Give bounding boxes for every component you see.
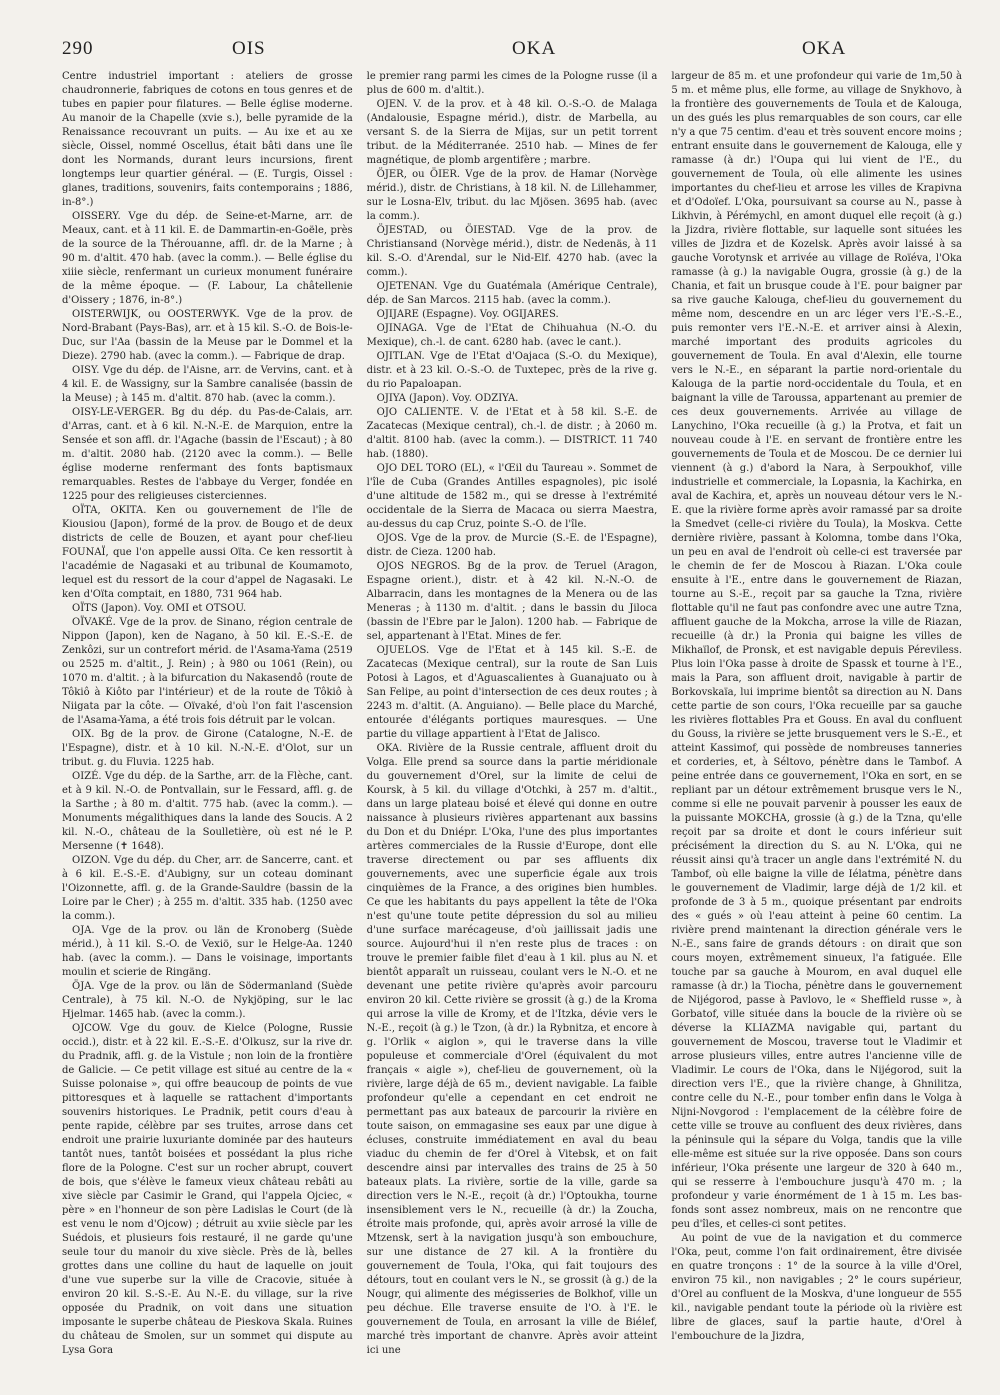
dictionary-entry: OJEN. V. de la prov. et à 48 kil. O.-S.-O. de Malaga (Andalousie, Espagne mérid.), distr. de Marbella, au versant S. de la Sierra de Mijas, sur un petit torrent tribut. de la Méditerranée. 2510 hab. — Mines de fer magnétique, de plomb argentifère ; marbre. — [366, 99, 661, 166]
dictionary-entry: le premier rang parmi les cimes de la Pologne russe (il a plus de 600 m. d'altit.). — [366, 71, 661, 96]
dictionary-entry: OJINAGA. Vge de l'Etat de Chihuahua (N.-O. du Mexique), ch.-l. de cant. 6280 hab. (avec le cant.). — [366, 323, 661, 348]
dictionary-entry: OÏTS (Japon). Voy. OMI et OTSOU. — [72, 603, 247, 614]
page-header — [0, 38, 1000, 68]
dictionary-entry: OISY. Vge du dép. de l'Aisne, arr. de Vervins, cant. et à 4 kil. E. de Wassigny, sur la Sambre canalisée (bassin de la Meuse) ; à 145 m. d'altit. 870 hab. (avec la comm.). — [62, 365, 356, 404]
dictionary-entry: OJOS NEGROS. Bg de la prov. de Teruel (Aragon, Espagne orient.), distr. et à 42 kil. N.-N.-O. de Albarracin, dans les montagnes de la Menera ou de las Meneras ; à 1130 m. d'altit. ; dans le bassin du Jiloca (bassin de l'Ebre par le Jalon). 1200 hab. — Fabrique de sel, appartenant à l'Etat. Mines de fer. — [366, 561, 661, 642]
dictionary-entry: OJO DEL TORO (EL), « l'Œil du Taureau ». Sommet de l'île de Cuba (Grandes Antilles espagnoles), pic isolé d'une altitude de 1582 m., qui se dresse à l'extrémité occidentale de la Sierra de Macaca ou sierra Maestra, au-dessus du cap Cruz, pointe S.-O. de l'île. — [366, 463, 661, 530]
dictionary-entry: OISY-LE-VERGER. Bg du dép. du Pas-de-Calais, arr. d'Arras, cant. et à 6 kil. N.-N.-E. de Marquion, entre la Sensée et son affl. dr. l'Agache (bassin de l'Escaut) ; à 80 m. d'altit. 2080 hab. (2120 avec la comm.). — Belle église moderne renfermant des fonts baptismaux remarquables. Restes de l'abbaye du Verger, fondée en 1225 pour des religieuses cisterciennes. — [62, 407, 356, 502]
dictionary-entry: OJIJARE (Espagne). Voy. OGIJARES. — [376, 309, 559, 320]
column-middle — [366, 70, 661, 1380]
dictionary-entry: largeur de 85 m. et une profondeur qui varie de 1m,50 à 5 m. et même plus, elle forme, au village de Snykhovo, à la frontière des gouvernements de Toula et de Kalouga, un des gués les plus remarquables de son cours, car elle n'y a que 75 centim. d'eau et très souvent encore moins ; entrant ensuite dans le gouvernement de Kalouga, elle y ramasse (à dr.) l'Oupa qui lui vient de l'E., du gouvernement de Toula, où elle alimente les usines importantes du chef-lieu et arrose les villes de Krapivna et d'Odoïef. L'Oka, poursuivant sa course au N., passe à Likhvin, à Pérémychl, en amont duquel elle reçoit (à g.) la Jizdra, rivière flottable, sur laquelle sont situées les villes de Jizdra et de Kozelsk. Après avoir laissé à sa gauche Vorotynsk et arrivée au village de Roïéva, l'Oka ramasse (à g.) la navigable Ougra, grossie (à g.) de la Chania, et fait un brusque coude à l'E. pour baigner par sa rive gauche Kalouga, chef-lieu du gouvernement du même nom, descendre en un arc léger vers l'E.-S.-E., puis remonter vers l'E.-N.-E. et arriver ainsi à Alexin, marché important des produits agricoles du gouvernement de Toula. En aval d'Alexin, elle tourne vers le N.-E., en séparant la partie nord-orientale du Kalouga de la partie nord-occidentale du Toula, et en baignant la ville de Taroussa, appartenant au premier de ces deux gouvernements. Arrivée au village de Lanychino, l'Oka recueille (à g.) la Protva, et fait un nouveau coude à l'E. en servant de frontière entre les gouvernements de Toula et de Moscou. De ce dernier lui viennent (à g.) d'abord la Nara, à Serpoukhof, ville industrielle et commerciale, la Lopasnia, la Kachirka, en aval de Kachira, et, après un nouveau détour vers le N.-E. que la rivière forme après avoir ramassé par sa droite la Smedvet (celle-ci rivière du Toula), la Moskva. Cette dernière rivière, passant à Kolomna, tombe dans l'Oka, un peu en aval de l'endroit où celle-ci est traversée par le chemin de fer de Moscou à Riazan. L'Oka coule ensuite à l'E., entre dans le gouvernement de Riazan, tourne au S.-E., reçoit par sa gauche la Tzna, rivière flottable qu'il ne faut pas confondre avec une autre Tzna, affluent gauche de la Mokcha, arrose la ville de Riazan, recueille (à dr.) la Pronia qui baigne les villes de Mikhaïlof, de Pronsk, et est navigable depuis Péreviless. Plus loin l'Oka passe à droite de Spassk et tourne à l'E., mais la Para, son affluent droit, navigable à partir de Borkovskaïa, lui imprime bientôt sa direction au N. Dans cette partie de son cours, l'Oka recueille par sa gauche les rivières flottables Pra et Gouss. En aval du confluent du Gouss, la rivière se jette brusquement vers le S.-E., et atteint Kassimof, qui possède de nombreuses tanneries et corderies, et, à Séltovo, pénètre dans le Tambof. A peine entrée dans ce gouvernement, l'Oka en sort, en se repliant par un détour extrêmement brusque vers le N., comme si elle ne pouvait parvenir à pousser les eaux de la puissante MOKCHA, grossie (à g.) de la Tzna, qu'elle reçoit par sa droite et dont le cours inférieur suit précisément la direction du S. au N. L'Oka, qui ne réussit ainsi qu'à tracer un angle dans l'extrémité N. du Tambof, où elle baigne la ville de Iélatma, pénètre dans le gouvernement de Vladimir, large déjà de 1/2 kil. et profonde de 3 à 5 m., quoique présentant par endroits des « gués » où l'eau atteint à peine 60 centim. La rivière prend maintenant la direction générale vers le N.-E., sans faire de grands détours : on dirait que son cours moyen, extrêmement sinueux, l'a fatiguée. Elle touche par sa gauche à Mourom, en aval duquel elle ramasse (à dr.) la Tiocha, pénètre dans le gouvernement de Nijégorod, passe à Pavlovo, le « Sheffield russe », à Gorbatof, ville située dans la boucle de la rivière où se déverse la KLIAZMA navigable qui, partant du gouvernement de Moscou, traverse tout le Vladimir et arrose plusieurs villes, entre autres l'ancienne ville de Vladimir. Le cours de l'Oka, dans le Nijégorod, suit la direction vers l'E., que la rivière change, à Ghnilitza, contre celle du N.-E., pour tomber enfin dans le Volga à Nijni-Novgorod : l'emplacement de la célèbre foire de cette ville se trouve au confluent des deux rivières, dans la péninsule qui la sépare du Volga, tandis que la ville elle-même est située sur la rive opposée. Dans son cours inférieur, l'Oka présente une largeur de 320 à 640 m., qui se resserre à l'embouchure jusqu'à 470 m. ; la profondeur y varie énormément de 1 à 15 m. Les bas-fonds sont assez nombreux, mais on ne rencontre que peu d'îles, et celles-ci sont petites. — [671, 71, 966, 1230]
dictionary-entry: OJA. Vge de la prov. ou län de Kronoberg (Suède mérid.), à 11 kil. S.-O. de Vexiö, sur le Helge-Aa. 1240 hab. (avec la comm.). — Dans le voisinage, importants moulin et scierie de Ringäng. — [62, 925, 356, 978]
dictionary-entry: OJCOW. Vge du gouv. de Kielce (Pologne, Russie occid.), distr. et à 22 kil. E.-S.-E. d'Olkusz, sur la rive dr. du Pradnik, affl. g. de la Vistule ; non loin de la frontière de Galicie. — Ce petit village est situé au centre de la « Suisse polonaise », qui offre beaucoup de points de vue pittoresques et à laquelle se rattachent d'importants souvenirs historiques. Le Pradnik, petit cours d'eau à pente rapide, célèbre par ses truites, arrose dans cet endroit une prairie luxuriante dominée par des hauteurs tantôt nues, tantôt boisées et possédant la plus riche flore de la Pologne. C'est sur un rocher abrupt, couvert de bois, que s'élève le fameux vieux château rebâti au xive siècle par Casimir le Grand, qui l'appela Ojciec, « père » en l'honneur de son père Ladislas le Court (de là est venu le nom d'Ojcow) ; détruit au xviie siècle par les Suédois, et plusieurs fois restauré, il ne garde qu'une seule tour du manoir du xive siècle. Près de là, belles grottes dans une colline du haut de laquelle on jouit d'une vue superbe sur la ville de Cracovie, située à environ 20 kil. S.-S.-E. Au N.-E. du village, sur la rive opposée du Pradnik, on voit dans une situation imposante le superbe château de Pieskova Skala. Ruines du château de Smolen, sur un sommet qui dispute au Lysa Gora — [62, 1023, 356, 1356]
dictionary-entry: OIZÉ. Vge du dép. de la Sarthe, arr. de la Flèche, cant. et à 9 kil. N.-O. de Pontvallain, sur le Fessard, affl. g. de la Sarthe ; à 80 m. d'altit. 775 hab. (avec la comm.). — Monuments mégalithiques dans la lande des Soucis. A 2 kil. N.-O., château de la Soulletière, où est né le P. Mersenne (✝ 1648). — [62, 771, 356, 852]
dictionary-entry: OÏTA, OKITA. Ken ou gouvernement de l'île de Kiousiou (Japon), formé de la prov. de Bougo et de deux districts de celle de Bouzen, et ayant pour chef-lieu FOUNAÏ, que l'on appelle aussi Oïta. Ce ken ressortit à l'académie de Nagasaki et au tribunal de Koumamoto, lequel est du ressort de la cour d'appel de Nagasaki. Le ken d'Oïta comptait, en 1880, 731 964 hab. — [62, 505, 356, 600]
dictionary-entry: Centre industriel important : ateliers de grosse chaudronnerie, fabriques de cotons en tous genres et de tubes en papier pour filatures. — Belle église moderne. Au manoir de la Chapelle (xvie s.), belle pyramide de la Renaissance recouvrant un puits. — Au ixe et au xe siècle, Oissel, nommé Oscellus, était bâti dans une île dont les Normands, durant leurs incursions, firent longtemps leur quartier général. — (E. Turgis, Oissel : glanes, traditions, souvenirs, faits contemporains ; 1886, in-8°.) — [62, 71, 356, 208]
dictionary-entry: OJOS. Vge de la prov. de Murcie (S.-E. de l'Espagne), distr. de Cieza. 1200 hab. — [366, 533, 661, 558]
page-number: 290 — [62, 38, 94, 59]
right-running-head: OKA — [802, 38, 847, 59]
dictionary-entry: OKA. Rivière de la Russie centrale, affluent droit du Volga. Elle prend sa source dans la partie méridionale du gouvernement d'Orel, sur la limite de celui de Koursk, à 5 kil. du village d'Otchki, à 257 m. d'altit., dans un large plateau boisé et élevé qui donne en outre naissance à plusieurs rivières appartenant aux bassins du Don et du Dniépr. L'Oka, l'une des plus importantes artères commerciales de la Russie d'Europe, dont elle traverse directement ou par ses affluents dix gouvernements, avec une superficie égale aux trois cinquièmes de la France, a des origines bien humbles. Ce que les habitants du pays appellent la tête de l'Oka n'est qu'une toute petite dépression du sol au milieu d'une surface marécageuse, d'où jaillissait jadis une source. Aujourd'hui il n'en reste plus de traces : on trouve le premier faible filet d'eau à 1 kil. plus au N. et bientôt apparaît un ruisseau, coulant vers le N.-O. et ne devenant une petite rivière qu'après avoir parcouru environ 20 kil. Cette rivière se grossit (à g.) de la Kroma qui arrose la ville de Kromy, et de l'Itzka, dévie vers le N.-E., reçoit (à g.) le Tzon, (à dr.) la Rybnitza, et encore à g. l'Orlik « aiglon », qui le traverse dans la ville populeuse et commerciale d'Orel (équivalent du mot français « aigle »), chef-lieu de gouvernement, où la rivière, large déjà de 65 m., devient navigable. La faible profondeur qu'elle a cependant en cet endroit ne permettant pas aux bateaux de parcourir la rivière en toute saison, on emmagasine ses eaux par une digue à écluses, construite immédiatement en aval du beau viaduc du chemin de fer d'Orel à Vitebsk, et on fait descendre ainsi par intervalles des trains de 25 à 50 bateaux plats. La rivière, sortie de la ville, garde sa direction vers le N.-E., reçoit (à dr.) l'Optoukha, tourne insensiblement vers le N., recueille (à dr.) la Zoucha, étroite mais profonde, qui, après avoir arrosé la ville de Mtzensk, sert à la navigation jusqu'à son embouchure, sur une distance de 27 kil. A la frontière du gouvernement de Toula, l'Oka, qui fait toujours des détours, tout en coulant vers le N., se grossit (à g.) de la Nougr, qui alimente des mégisseries de Bolkhof, ville un peu déchue. Elle traverse ensuite de l'O. à l'E. le gouvernement de Toula, en arrosant la ville de Biélef, marché très important de chanvre. Après avoir atteint ici une — [366, 743, 661, 1356]
dictionary-entry: ÖJA. Vge de la prov. ou län de Södermanland (Suède Centrale), à 75 kil. N.-O. de Nykjöping, sur le lac Hjelmar. 1465 hab. (avec la comm.). — [62, 981, 356, 1020]
dictionary-entry: OISSERY. Vge du dép. de Seine-et-Marne, arr. de Meaux, cant. et à 11 kil. E. de Dammartin-en-Goële, près de la source de la Thérouanne, affl. dr. de la Marne ; à 90 m. d'altit. 470 hab. (avec la comm.). — Belle église du xiiie siècle, renfermant un curieux monument funéraire de la même époque. — (F. Labour, La châtellenie d'Oissery ; 1876, in-8°.) — [62, 211, 356, 306]
text-columns — [62, 70, 966, 1380]
dictionary-entry: ÖJESTAD, ou ÖIESTAD. Vge de la prov. de Christiansand (Norvège mérid.), distr. de Nedenäs, à 11 kil. S.-O. d'Arendal, sur le Nid-Elf. 4270 hab. (avec la comm.). — [366, 225, 661, 278]
dictionary-entry: Au point de vue de la navigation et du commerce l'Oka, peut, comme l'on fait ordinairement, être divisée en quatre tronçons : 1° de la source à la ville d'Orel, environ 75 kil., non navigables ; 2° le cours supérieur, d'Orel au confluent de la Moskva, d'une longueur de 555 kil., navigable pendant toute la période où la rivière est libre de glaces, sauf la partie haute, d'Orel à l'embouchure de la Jizdra, — [671, 1233, 966, 1342]
dictionary-entry: OJUELOS. Vge de l'Etat et à 145 kil. S.-E. de Zacatecas (Mexique central), sur la route de San Luis Potosi à Lagos, et d'Aguascalientes à Guanajuato ou à San Felipe, au point d'intersection de ces deux routes ; à 2243 m. d'altit. (A. Anguiano). — Belle place du Marché, entourée d'élégants portiques mauresques. — Une partie du village appartient à l'Etat de Jalisco. — [366, 645, 661, 740]
dictionary-entry: OJO CALIENTE. V. de l'Etat et à 58 kil. S.-E. de Zacatecas (Mexique central), ch.-l. de distr. ; à 2060 m. d'altit. 8100 hab. (avec la comm.). — DISTRICT. 11 740 hab. (1880). — [366, 407, 661, 460]
dictionary-entry: OÏVAKÉ. Vge de la prov. de Sinano, région centrale de Nippon (Japon), ken de Nagano, à 50 kil. E.-S.-E. de Zenkôzi, sur un contrefort mérid. de l'Asama-Yama (2519 ou 2525 m. d'altit., J. Rein) ; à 980 ou 1061 (Rein), ou 1070 m. d'altit. ; à la bifurcation du Nakasendô (route de Tôkiô à Kiôto par l'intérieur) et de la route de Tôkiô à Niigata par la côte. — Oïvaké, d'où l'on fait l'ascension de l'Asama-Yama, a été trois fois détruit par le volcan. — [62, 617, 356, 726]
column-right — [671, 70, 966, 1380]
left-running-head: OIS — [232, 38, 266, 59]
dictionary-entry: OIZON. Vge du dép. du Cher, arr. de Sancerre, cant. et à 6 kil. E.-S.-E. d'Aubigny, sur un coteau dominant l'Oizonnette, affl. g. de la Grande-Sauldre (bassin de la Loire par le Cher) ; à 255 m. d'altit. 335 hab. (1250 avec la comm.). — [62, 855, 356, 922]
dictionary-entry: OJITLAN. Vge de l'Etat d'Oajaca (S.-O. du Mexique), distr. et à 23 kil. O.-S.-O. de Tuxtepec, près de la rive g. du rio Papaloapan. — [366, 351, 661, 390]
dictionary-entry: OJETENAN. Vge du Guatémala (Amérique Centrale), dép. de San Marcos. 2115 hab. (avec la comm.). — [366, 281, 661, 306]
dictionary-entry: ÖJER, ou ÖIER. Vge de la prov. de Hamar (Norvège mérid.), distr. de Christians, à 18 kil. N. de Lillehammer, sur le Losna-Elv, tribut. du lac Mjösen. 3695 hab. (avec la comm.). — [366, 169, 661, 222]
middle-running-head: OKA — [512, 38, 557, 59]
column-left — [62, 70, 356, 1380]
dictionary-entry: OISTERWIJK, ou OOSTERWYK. Vge de la prov. de Nord-Brabant (Pays-Bas), arr. et à 15 kil. S.-O. de Bois-le-Duc, sur l'Aa (bassin de la Meuse par le Dommel et la Dieze). 2790 hab. (avec la comm.). — Fabrique de drap. — [62, 309, 356, 362]
dictionary-entry: OIX. Bg de la prov. de Girone (Catalogne, N.-E. de l'Espagne), distr. et à 10 kil. N.-N.-E. d'Olot, sur un tribut. g. du Fluvia. 1225 hab. — [62, 729, 356, 768]
dictionary-entry: OJIYA (Japon). Voy. ODZIYA. — [376, 393, 519, 404]
